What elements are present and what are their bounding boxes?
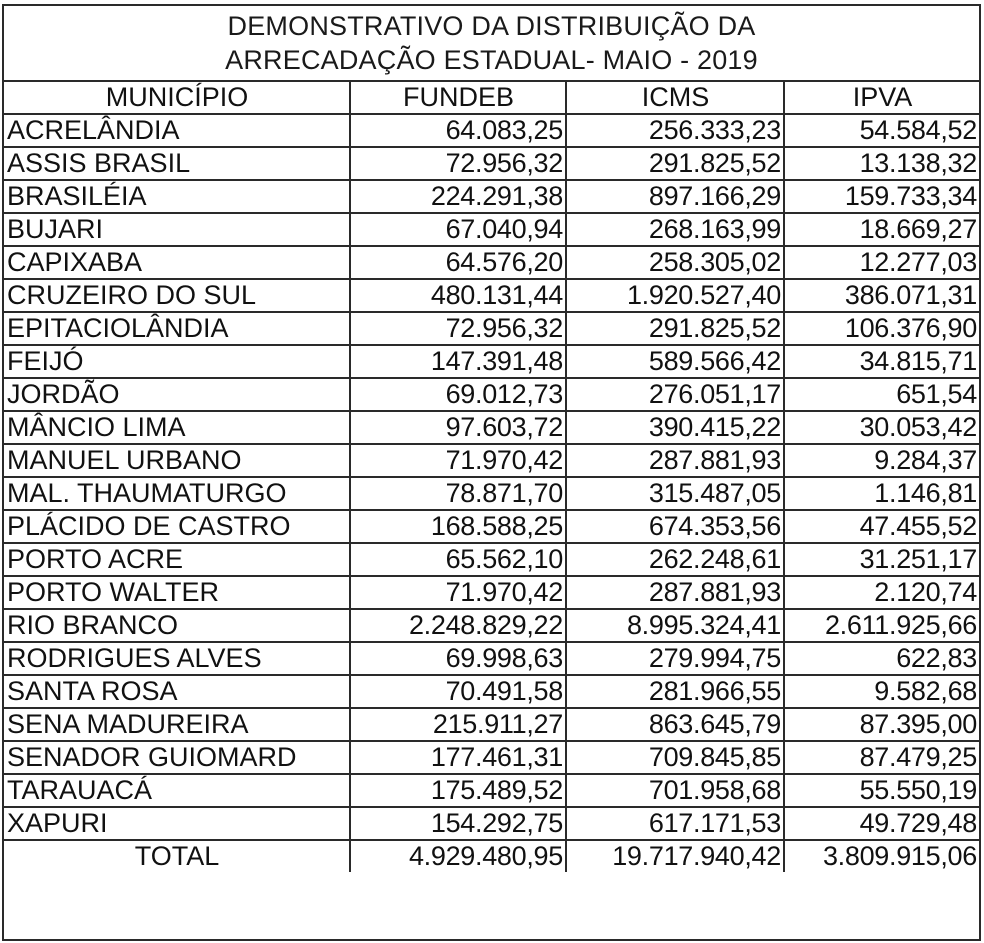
cell-fundeb: 64.576,20 [350,246,566,279]
cell-fundeb: 69.012,73 [350,378,566,411]
table-row [4,477,979,510]
document-title [4,6,979,82]
cell-icms: 276.051,17 [566,378,784,411]
cell-fundeb: 72.956,32 [350,147,566,180]
cell-fundeb: 2.248.829,22 [350,609,566,642]
title-line-1: DEMONSTRATIVO DA DISTRIBUIÇÃO DA [227,11,756,41]
table-row [4,774,979,807]
cell-ipva: 49.729,48 [784,807,979,840]
total-row [4,840,979,872]
cell-municipio: MAL. THAUMATURGO [4,477,350,510]
cell-icms: 287.881,93 [566,576,784,609]
cell-fundeb: 154.292,75 [350,807,566,840]
distribution-table [4,82,979,872]
cell-ipva: 30.053,42 [784,411,979,444]
revenue-distribution-sheet [2,4,981,941]
cell-municipio: BUJARI [4,213,350,246]
table-row [4,642,979,675]
cell-ipva: 13.138,32 [784,147,979,180]
cell-icms: 701.958,68 [566,774,784,807]
table-row [4,114,979,147]
table-row [4,741,979,774]
cell-fundeb: 71.970,42 [350,576,566,609]
cell-ipva: 54.584,52 [784,114,979,147]
cell-municipio: EPITACIOLÂNDIA [4,312,350,345]
cell-ipva: 18.669,27 [784,213,979,246]
table-row [4,444,979,477]
table-row [4,147,979,180]
cell-municipio: MÂNCIO LIMA [4,411,350,444]
cell-ipva: 386.071,31 [784,279,979,312]
cell-fundeb: 70.491,58 [350,675,566,708]
total-icms: 19.717.940,42 [566,840,784,872]
cell-fundeb: 65.562,10 [350,543,566,576]
cell-municipio: SENADOR GUIOMARD [4,741,350,774]
cell-fundeb: 224.291,38 [350,180,566,213]
table-row [4,543,979,576]
cell-icms: 709.845,85 [566,741,784,774]
table-body [4,114,979,840]
table-row [4,708,979,741]
cell-icms: 617.171,53 [566,807,784,840]
cell-fundeb: 177.461,31 [350,741,566,774]
cell-icms: 268.163,99 [566,213,784,246]
title-line-2: ARRECADAÇÃO ESTADUAL- MAIO - 2019 [225,45,758,75]
cell-fundeb: 175.489,52 [350,774,566,807]
cell-ipva: 1.146,81 [784,477,979,510]
cell-ipva: 34.815,71 [784,345,979,378]
total-label: TOTAL [4,840,350,872]
cell-ipva: 2.120,74 [784,576,979,609]
cell-municipio: XAPURI [4,807,350,840]
cell-ipva: 12.277,03 [784,246,979,279]
cell-icms: 291.825,52 [566,312,784,345]
cell-fundeb: 78.871,70 [350,477,566,510]
cell-municipio: PORTO WALTER [4,576,350,609]
cell-municipio: ASSIS BRASIL [4,147,350,180]
cell-fundeb: 71.970,42 [350,444,566,477]
table-row [4,609,979,642]
table-row [4,807,979,840]
cell-municipio: BRASILÉIA [4,180,350,213]
cell-municipio: TARAUACÁ [4,774,350,807]
table-row [4,246,979,279]
cell-ipva: 9.582,68 [784,675,979,708]
table-row [4,345,979,378]
cell-icms: 291.825,52 [566,147,784,180]
cell-municipio: SANTA ROSA [4,675,350,708]
cell-icms: 863.645,79 [566,708,784,741]
cell-municipio: CAPIXABA [4,246,350,279]
table-row [4,213,979,246]
cell-fundeb: 72.956,32 [350,312,566,345]
cell-municipio: RIO BRANCO [4,609,350,642]
cell-icms: 1.920.527,40 [566,279,784,312]
cell-icms: 897.166,29 [566,180,784,213]
table-row [4,675,979,708]
cell-fundeb: 168.588,25 [350,510,566,543]
table-row [4,180,979,213]
total-fundeb: 4.929.480,95 [350,840,566,872]
cell-icms: 287.881,93 [566,444,784,477]
cell-municipio: FEIJÓ [4,345,350,378]
table-row [4,378,979,411]
cell-icms: 281.966,55 [566,675,784,708]
cell-ipva: 622,83 [784,642,979,675]
table-row [4,510,979,543]
cell-fundeb: 67.040,94 [350,213,566,246]
cell-icms: 589.566,42 [566,345,784,378]
cell-fundeb: 480.131,44 [350,279,566,312]
header-ipva: IPVA [784,82,979,114]
cell-icms: 674.353,56 [566,510,784,543]
cell-icms: 8.995.324,41 [566,609,784,642]
cell-municipio: JORDÃO [4,378,350,411]
cell-ipva: 55.550,19 [784,774,979,807]
cell-fundeb: 64.083,25 [350,114,566,147]
cell-icms: 279.994,75 [566,642,784,675]
cell-municipio: MANUEL URBANO [4,444,350,477]
cell-ipva: 106.376,90 [784,312,979,345]
table-row [4,279,979,312]
cell-fundeb: 147.391,48 [350,345,566,378]
table-row [4,576,979,609]
cell-ipva: 9.284,37 [784,444,979,477]
cell-ipva: 2.611.925,66 [784,609,979,642]
cell-ipva: 31.251,17 [784,543,979,576]
cell-fundeb: 97.603,72 [350,411,566,444]
cell-icms: 315.487,05 [566,477,784,510]
cell-ipva: 159.733,34 [784,180,979,213]
cell-ipva: 47.455,52 [784,510,979,543]
table-row [4,312,979,345]
cell-fundeb: 69.998,63 [350,642,566,675]
header-municipio: MUNICÍPIO [4,82,350,114]
header-icms: ICMS [566,82,784,114]
table-row [4,411,979,444]
cell-municipio: SENA MADUREIRA [4,708,350,741]
total-ipva: 3.809.915,06 [784,840,979,872]
cell-municipio: CRUZEIRO DO SUL [4,279,350,312]
cell-icms: 256.333,23 [566,114,784,147]
header-fundeb: FUNDEB [350,82,566,114]
header-row [4,82,979,114]
cell-fundeb: 215.911,27 [350,708,566,741]
cell-icms: 258.305,02 [566,246,784,279]
cell-ipva: 87.479,25 [784,741,979,774]
cell-icms: 390.415,22 [566,411,784,444]
cell-icms: 262.248,61 [566,543,784,576]
cell-municipio: PORTO ACRE [4,543,350,576]
cell-municipio: RODRIGUES ALVES [4,642,350,675]
cell-municipio: PLÁCIDO DE CASTRO [4,510,350,543]
cell-ipva: 651,54 [784,378,979,411]
cell-municipio: ACRELÂNDIA [4,114,350,147]
cell-ipva: 87.395,00 [784,708,979,741]
